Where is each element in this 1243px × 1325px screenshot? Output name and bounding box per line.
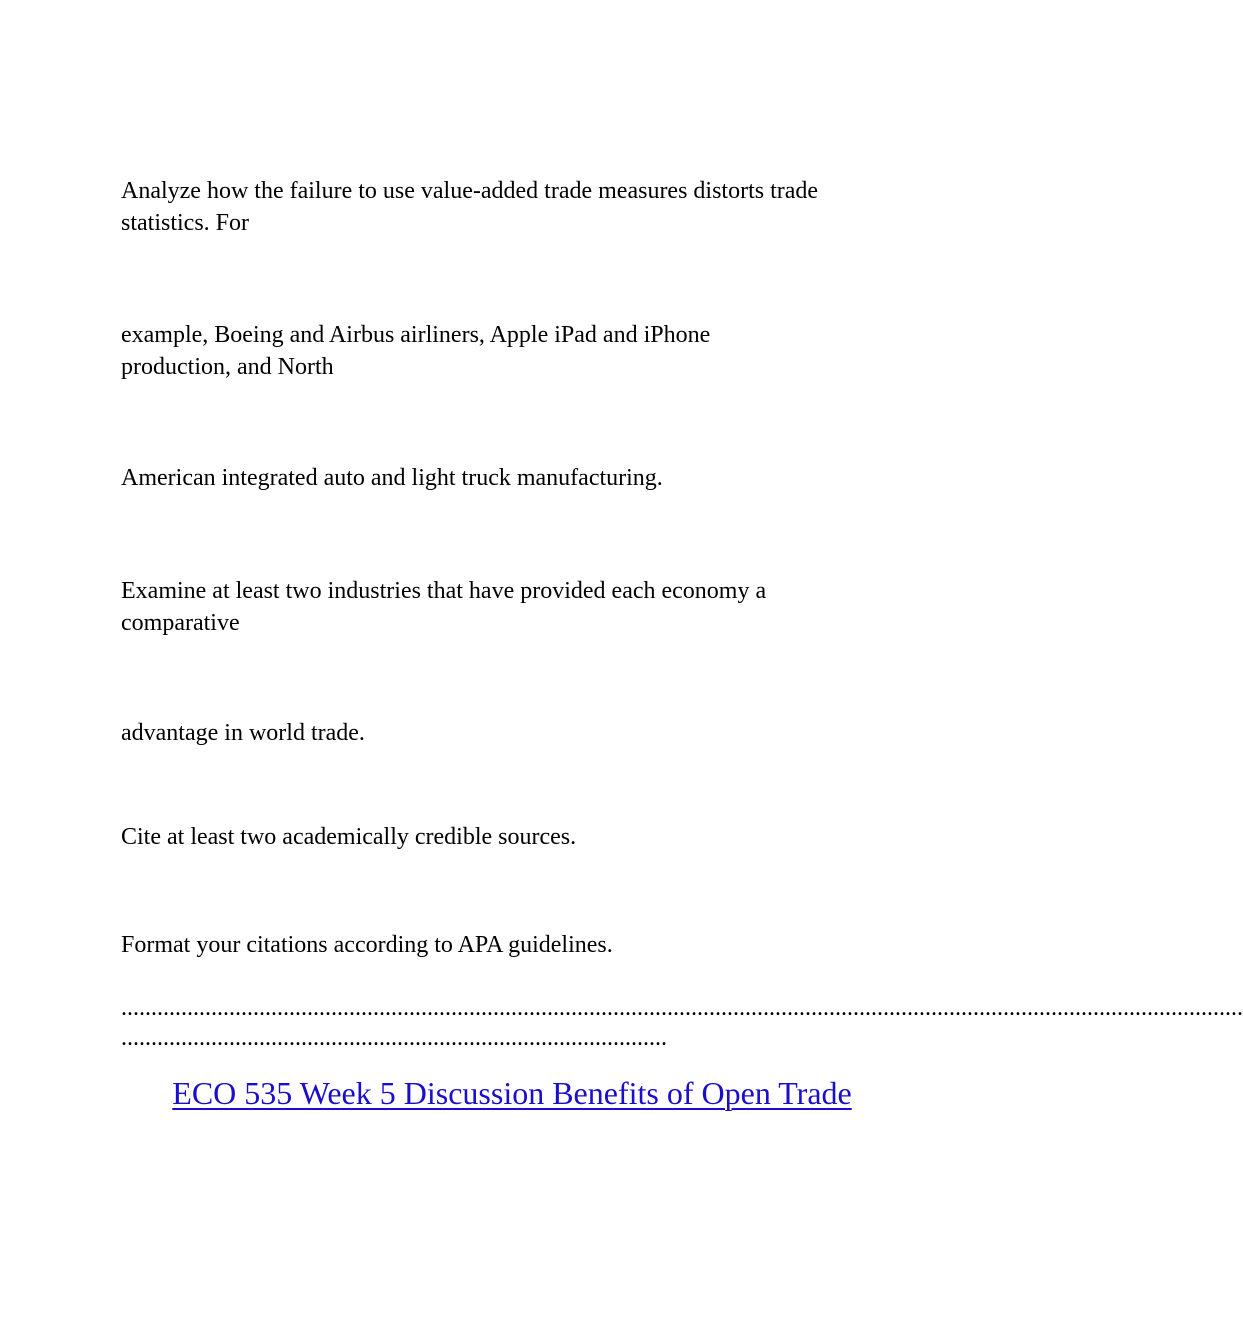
paragraph-format	[121, 929, 911, 961]
paragraph-american	[121, 462, 911, 494]
paragraph-line: Format your citations according to APA guidelines.	[121, 932, 613, 958]
paragraph-line: Cite at least two academically credible sources.	[121, 824, 577, 850]
paragraph-line: example, Boeing and Airbus airliners, Apple iPad and iPhone	[121, 322, 711, 348]
paragraph-line: Analyze how the failure to use value-added trade measures distorts trade	[121, 178, 819, 204]
dotted-line: ...........................................................................................	[121, 1025, 667, 1051]
paragraph-line: comparative	[121, 610, 240, 636]
paragraph-line: production, and North	[121, 354, 334, 380]
paragraph-example	[121, 319, 911, 383]
paragraph-advantage	[121, 717, 911, 749]
paragraph-line: statistics. For	[121, 210, 250, 236]
dotted-separator	[121, 993, 1243, 1053]
link-container	[0, 1073, 1024, 1113]
dotted-line: ...........................................................................................................................................................................................	[121, 995, 1243, 1021]
paragraph-line: American integrated auto and light truck manufacturing.	[121, 465, 663, 491]
paragraph-line: Examine at least two industries that have provided each economy a	[121, 578, 767, 604]
paragraph-examine	[121, 575, 911, 639]
paragraph-cite	[121, 821, 911, 853]
eco-535-discussion-link[interactable]: ECO 535 Week 5 Discussion Benefits of Open Trade	[172, 1075, 852, 1111]
paragraph-line: advantage in world trade.	[121, 720, 365, 746]
paragraph-analyze	[121, 175, 911, 239]
